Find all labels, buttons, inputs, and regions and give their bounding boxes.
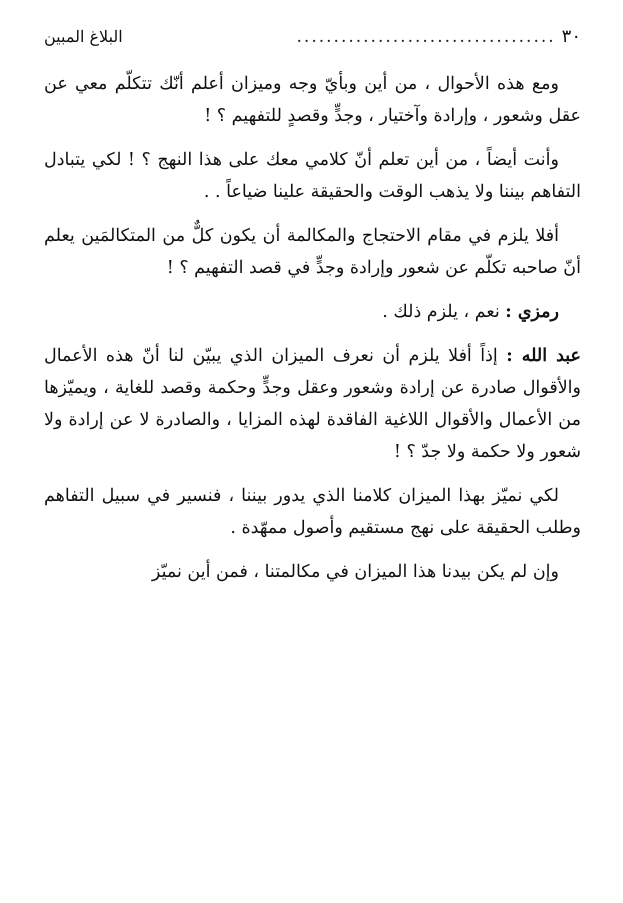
paragraph-3: أفلا يلزم في مقام الاحتجاج والمكالمة أن يكون كلٌّ من المتكالمَين يعلم أنّ صاحبه تكلّم عن شعور وإرادة وجدٍّ في قصد التفهيم ؟ ! [44, 226, 581, 278]
dialogue-line-1 [44, 296, 581, 328]
speaker-name: عبد الله : [506, 346, 581, 366]
running-header [44, 26, 581, 56]
book-title: البلاغ المبين [44, 27, 123, 46]
page-number: ٣٠ [561, 26, 581, 47]
paragraph-2: وأنت أيضاً ، من أين تعلم أنّ كلامي معك على هذا النهج ؟ ! لكي يتبادل التفاهم بيننا ولا يذهب الوقت والحقيقة علينا ضياعاً . . [44, 150, 581, 202]
dialogue-line-2 [44, 340, 581, 468]
dialogue-text: نعم ، يلزم ذلك . [382, 302, 506, 322]
dialogue-text: إذاً أفلا يلزم أن نعرف الميزان الذي يبيّن لنا أنّ هذه الأعمال والأقوال صادرة عن إرادة وشعور وعقل وجدٍّ وحكمة وقصد للغاية ، ويميّزها من الأعمال والأقوال اللاغية الفاقدة لهذه المزايا ، والصادرة لا عن إرادة ولا شعور ولا حكمة ولا جدّ ؟ ! [44, 346, 581, 462]
speaker-name: رمزي : [505, 302, 559, 322]
header-dot-leader: ................................... [296, 27, 556, 47]
page-body [44, 68, 581, 588]
paragraph-4: لكي نميّز بهذا الميزان كلامنا الذي يدور بيننا ، فنسير في سبيل التفاهم وطلب الحقيقة على نهج مستقيم وأصول ممهّدة . [44, 486, 581, 538]
paragraph-5: وإن لم يكن بيدنا هذا الميزان في مكالمتنا ، فمن أين نميّز [151, 562, 559, 582]
paragraph-1: ومع هذه الأحوال ، من أين وبأيّ وجه وميزان أعلم أنّك تتكلّم معي عن عقل وشعور ، وإرادة وآختيار ، وجدٍّ وقصدٍ للتفهيم ؟ ! [44, 74, 581, 126]
